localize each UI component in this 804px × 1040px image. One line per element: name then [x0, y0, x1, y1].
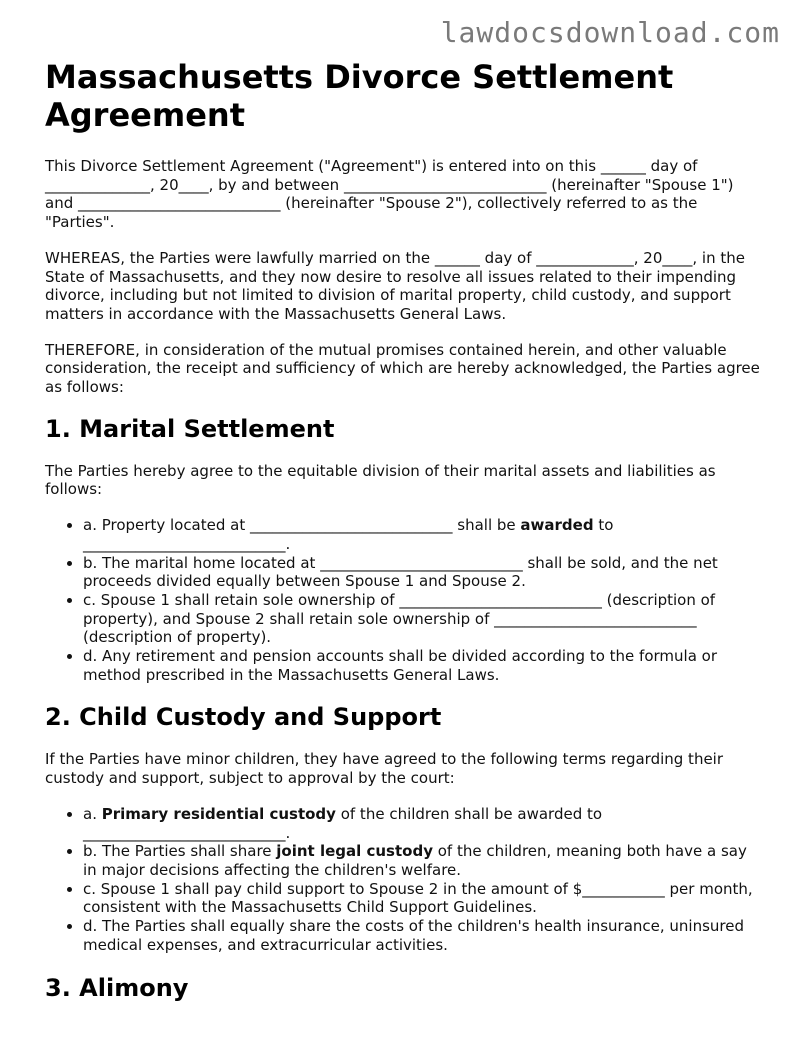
- section-heading-alimony: 3. Alimony: [45, 973, 189, 1002]
- emphasis-text: joint legal custody: [276, 842, 433, 861]
- whereas-paragraph: WHEREAS, the Parties were lawfully married on the ______ day of _____________, 20____, in the State of Massachusetts, and they now desire to resolve all issues related to their impending divorce, including but not limited to division of marital property, child custody, and support matters in accordance with the Massachusetts General Laws.: [45, 248, 745, 323]
- section-lead: If the Parties have minor children, they have agreed to the following terms regarding their custody and support, subject to approval by the court:: [45, 750, 724, 788]
- emphasis-text: awarded: [520, 516, 594, 535]
- section-lead: The Parties hereby agree to the equitable division of their marital assets and liabilities as follows:: [45, 461, 716, 499]
- watermark-logo: lawdocsdownload.com: [440, 16, 780, 49]
- child-custody-list: [45, 805, 765, 955]
- emphasis-text: Primary residential custody: [101, 804, 336, 823]
- marital-settlement-list: [45, 516, 765, 684]
- list-item: • b. The marital home located at ___________________________ shall be sold, and the net proceeds divided equally between Spouse 1 and Spouse 2.: [83, 554, 765, 591]
- document-title: Massachusetts Divorce Settlement Agreement: [45, 58, 674, 134]
- list-item: • b. The Parties shall share joint legal custody of the children, meaning both have a say in major decisions affecting the children's welfare.: [83, 842, 765, 879]
- list-item: • c. Spouse 1 shall pay child support to Spouse 2 in the amount of $___________ per month, consistent with the Massachusetts Child Support Guidelines.: [83, 880, 765, 917]
- section-heading-marital-settlement: 1. Marital Settlement: [45, 414, 335, 443]
- list-item: • c. Spouse 1 shall retain sole ownership of ___________________________ (description of property), and Spouse 2 shall retain sole ownership of ___________________________ (description of property).: [83, 591, 765, 647]
- intro-paragraph: This Divorce Settlement Agreement ("Agreement") is entered into on this ______ day of ______________, 20____, by and between ___________________________ (hereinafter "Spouse 1") and ___________________________ (hereinafter "Spouse 2"), collectively referred to as the "Parties".: [45, 157, 734, 232]
- therefore-paragraph: THEREFORE, in consideration of the mutual promises contained herein, and other valuable consideration, the receipt and sufficiency of which are hereby acknowledged, the Parties agree as follows:: [45, 340, 760, 397]
- section-heading-child-custody: 2. Child Custody and Support: [45, 703, 442, 732]
- list-item: • a. Primary residential custody of the children shall be awarded to ___________________________.: [83, 805, 765, 842]
- list-item: • d. The Parties shall equally share the costs of the children's health insurance, uninsured medical expenses, and extracurricular activities.: [83, 917, 765, 954]
- list-item: • a. Property located at ___________________________ shall be awarded to ___________________________.: [83, 516, 765, 553]
- list-item: • d. Any retirement and pension accounts shall be divided according to the formula or method prescribed in the Massachusetts General Laws.: [83, 647, 765, 684]
- document-page: [45, 58, 765, 1021]
